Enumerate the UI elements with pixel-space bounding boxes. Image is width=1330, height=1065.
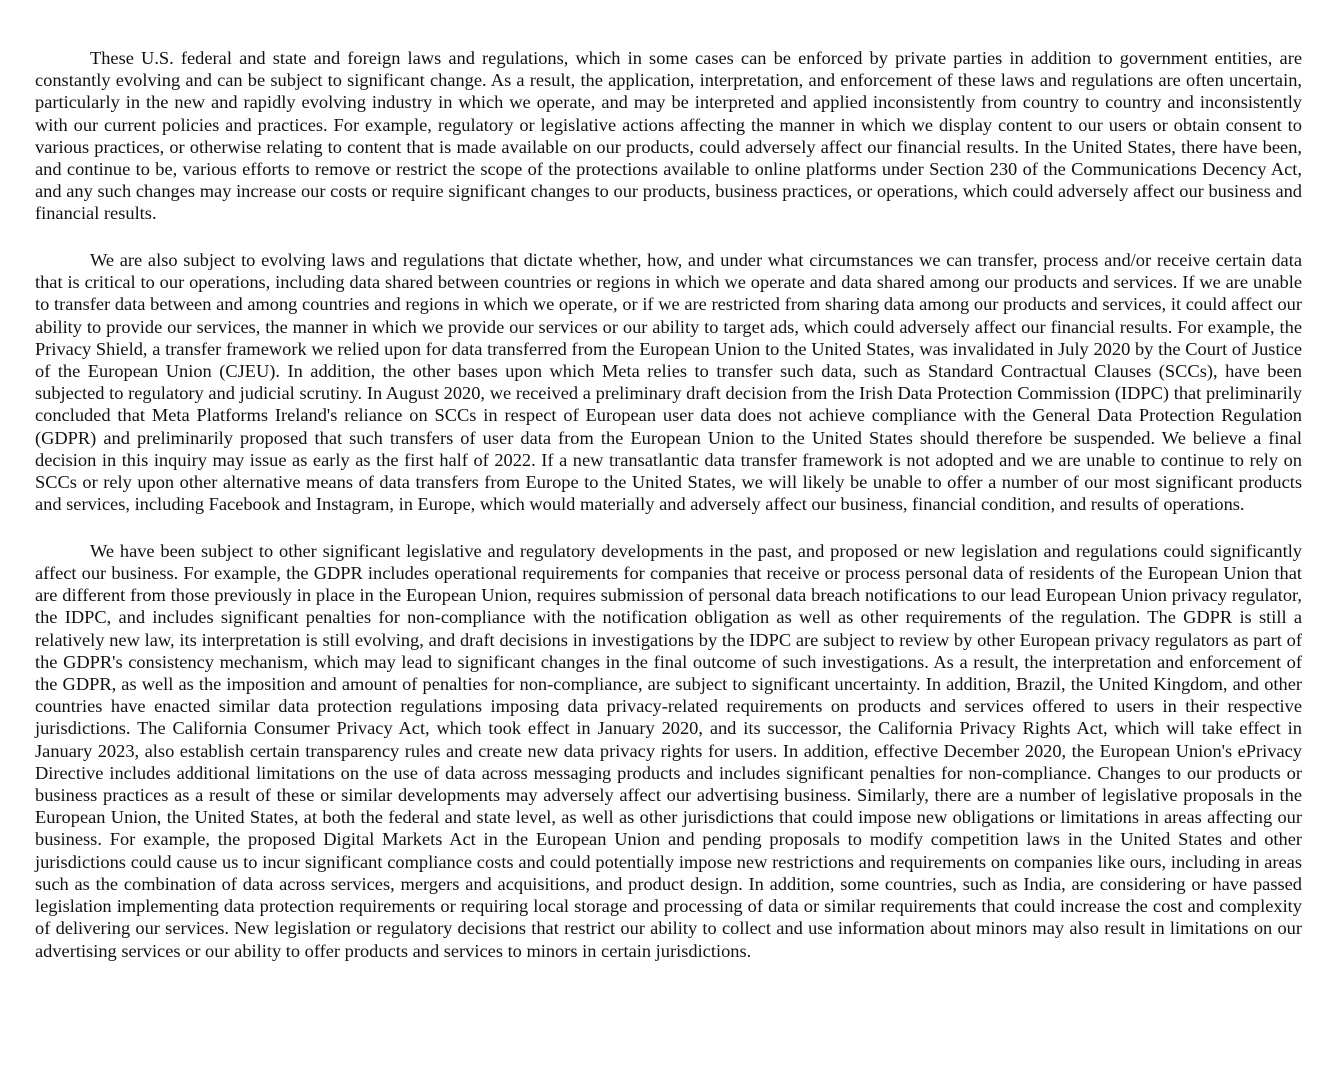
paragraph-data-transfer: We are also subject to evolving laws and regulations that dictate whether, how, and under what circumstances we can transfer, process and/or receive certain data that is critical to our operations, including data shared between countries or regions in which we operate and data shared among our products and services. If we are unable to transfer data between and among countries and regions in which we operate, or if we are restricted from sharing data among our products and services, it could affect our ability to provide our services, the manner in which we provide our services or our ability to target ads, which could adversely affect our financial results. For example, the Privacy Shield, a transfer framework we relied upon for data transferred from the European Union to the United States, was invalidated in July 2020 by the Court of Justice of the European Union (CJEU). In addition, the other bases upon which Meta relies to transfer such data, such as Standard Contractual Clauses (SCCs), have been subjected to regulatory and judicial scrutiny. In August 2020, we received a preliminary draft decision from the Irish Data Protection Commission (IDPC) that preliminarily concluded that Meta Platforms Ireland's reliance on SCCs in respect of European user data does not achieve compliance with the General Data Protection Regulation (GDPR) and preliminarily proposed that such transfers of user data from the European Union to the United States should therefore be suspended. We believe a final decision in this inquiry may issue as early as the first half of 2022. If a new transatlantic data transfer framework is not adopted and we are unable to continue to rely on SCCs or rely upon other alternative means of data transfers from Europe to the United States, we will likely be unable to offer a number of our most significant products and services, including Facebook and Instagram, in Europe, which would materially and adversely affect our business, financial condition, and results of operations. [35,250,1302,515]
paragraph-legislative-developments: We have been subject to other significant legislative and regulatory developments in the past, and proposed or new legislation and regulations could significantly affect our business. For example, the GDPR includes operational requirements for companies that receive or process personal data of residents of the European Union that are different from those previously in place in the European Union, requires submission of personal data breach notifications to our lead European Union privacy regulator, the IDPC, and includes significant penalties for non-compliance with the notification obligation as well as other requirements of the regulation. The GDPR is still a relatively new law, its interpretation is still evolving, and draft decisions in investigations by the IDPC are subject to review by other European privacy regulators as part of the GDPR's consistency mechanism, which may lead to significant changes in the final outcome of such investigations. As a result, the interpretation and enforcement of the GDPR, as well as the imposition and amount of penalties for non-compliance, are subject to significant uncertainty. In addition, Brazil, the United Kingdom, and other countries have enacted similar data protection regulations imposing data privacy-related requirements on products and services offered to users in their respective jurisdictions. The California Consumer Privacy Act, which took effect in January 2020, and its successor, the California Privacy Rights Act, which will take effect in January 2023, also establish certain transparency rules and create new data privacy rights for users. In addition, effective December 2020, the European Union's ePrivacy Directive includes additional limitations on the use of data across messaging products and includes significant penalties for non-compliance. Changes to our products or business practices as a result of these or similar developments may adversely affect our advertising business. Similarly, there are a number of legislative proposals in the European Union, the United States, at both the federal and state level, as well as other jurisdictions that could impose new obligations or limitations in areas affecting our business. For example, the proposed Digital Markets Act in the European Union and pending proposals to modify competition laws in the United States and other jurisdictions could cause us to incur significant compliance costs and could potentially impose new restrictions and requirements on companies like ours, including in areas such as the combination of data across services, mergers and acquisitions, and product design. In addition, some countries, such as India, are considering or have passed legislation implementing data protection requirements or requiring local storage and processing of data or similar requirements that could increase the cost and complexity of delivering our services. New legislation or regulatory decisions that restrict our ability to collect and use information about minors may also result in limitations on our advertising services or our ability to offer products and services to minors in certain jurisdictions. [35,540,1302,961]
document-page [35,47,1302,962]
paragraph-foreign-laws: These U.S. federal and state and foreign laws and regulations, which in some cases can be enforced by private parties in addition to government entities, are constantly evolving and can be subject to significant change. As a result, the application, interpretation, and enforcement of these laws and regulations are often uncertain, particularly in the new and rapidly evolving industry in which we operate, and may be interpreted and applied inconsistently from country to country and inconsistently with our current policies and practices. For example, regulatory or legislative actions affecting the manner in which we display content to our users or obtain consent to various practices, or otherwise relating to content that is made available on our products, could adversely affect our financial results. In the United States, there have been, and continue to be, various efforts to remove or restrict the scope of the protections available to online platforms under Section 230 of the Communications Decency Act, and any such changes may increase our costs or require significant changes to our products, business practices, or operations, which could adversely affect our business and financial results. [35,48,1302,224]
